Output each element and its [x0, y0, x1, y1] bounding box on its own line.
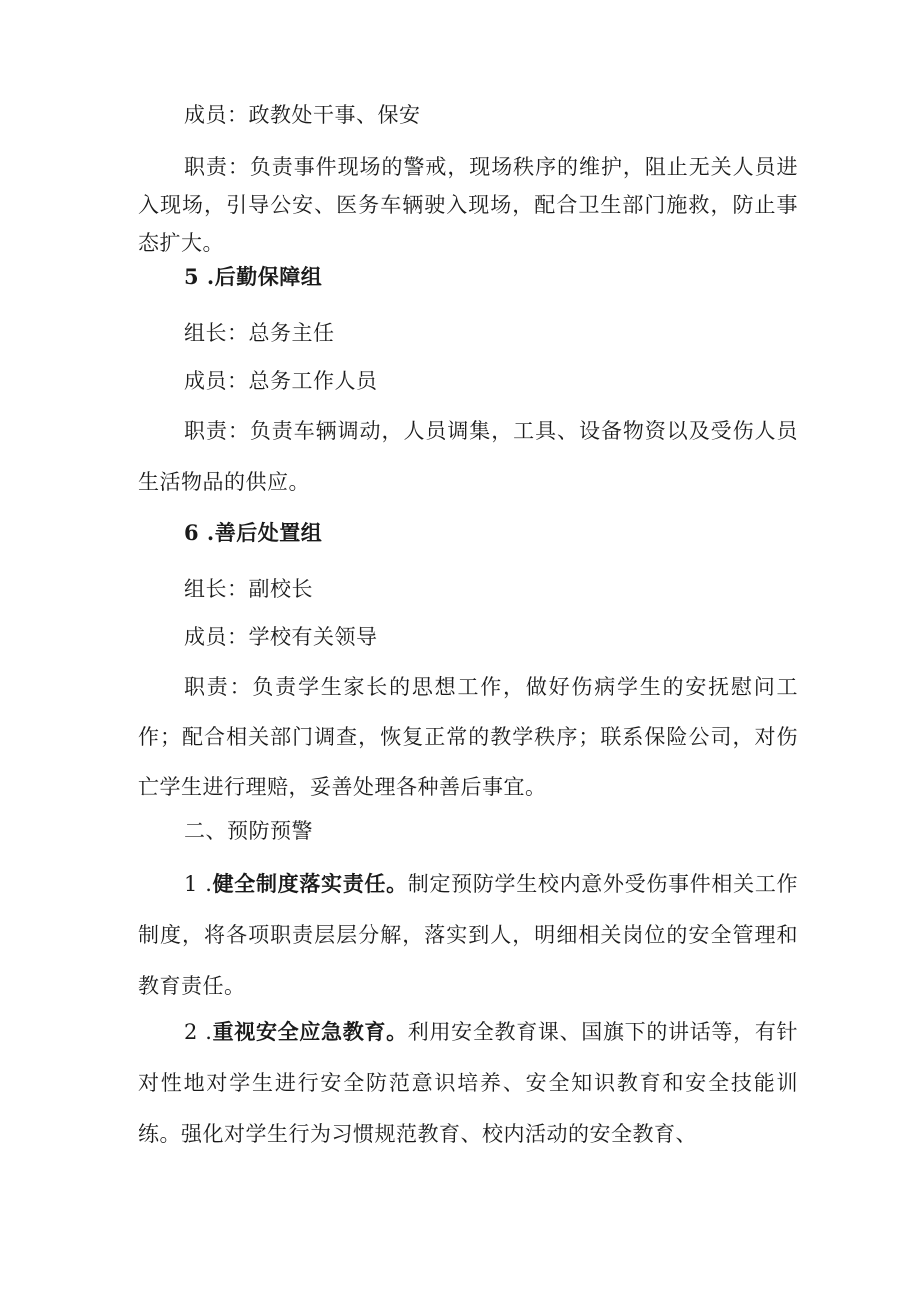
item-1-bold-lead: 健全制度落实责任。 — [212, 871, 408, 896]
item-1-text: 制定预防学生校内意外受伤事件相关工作制度，将各项职责层层分解，落实到人，明细相关岗位的安全管理和教育责任。 — [138, 872, 799, 998]
duties-paragraph-aftermath: 职责：负责学生家长的思想工作，做好伤病学生的安抚慰问工作；配合相关部门调查，恢复正常的教学秩序；联系保险公司，对伤亡学生进行理赔，妥善处理各种善后事宜。 — [138, 675, 798, 799]
members-line-logistics: 成员：总务工作人员 — [184, 369, 378, 393]
item-2-paragraph — [138, 1006, 798, 1160]
members-line-aftermath: 成员：学校有关领导 — [184, 625, 378, 649]
leader-line-aftermath: 组长：副校长 — [184, 577, 313, 601]
members-line-1: 成员：政教处干事、保安 — [184, 103, 421, 127]
item-2-number: 2 . — [184, 1020, 213, 1044]
heading-aftermath-group: 6 .善后处置组 — [184, 520, 323, 545]
item-1-number: 1 . — [184, 872, 213, 896]
section-heading-prevention: 二、预防预警 — [184, 819, 313, 843]
duties-paragraph-1: 职责：负责事件现场的警戒，现场秩序的维护，阻止无关人员进入现场，引导公安、医务车辆驶入现场，配合卫生部门施救，防止事态扩大。 — [138, 155, 798, 255]
heading-logistics-group: 5 .后勤保障组 — [184, 264, 323, 289]
item-2-text: 利用安全教育课、国旗下的讲话等，有针对性地对学生进行安全防范意识培养、安全知识教育和安全技能训练。强化对学生行为习惯规范教育、校内活动的安全教育、 — [138, 1020, 799, 1146]
item-1-paragraph — [138, 858, 798, 1012]
item-2-bold-lead: 重视安全应急教育。 — [212, 1019, 408, 1044]
duties-paragraph-logistics: 职责：负责车辆调动，人员调集，工具、设备物资以及受伤人员生活物品的供应。 — [138, 419, 798, 494]
leader-line-logistics: 组长：总务主任 — [184, 321, 335, 345]
